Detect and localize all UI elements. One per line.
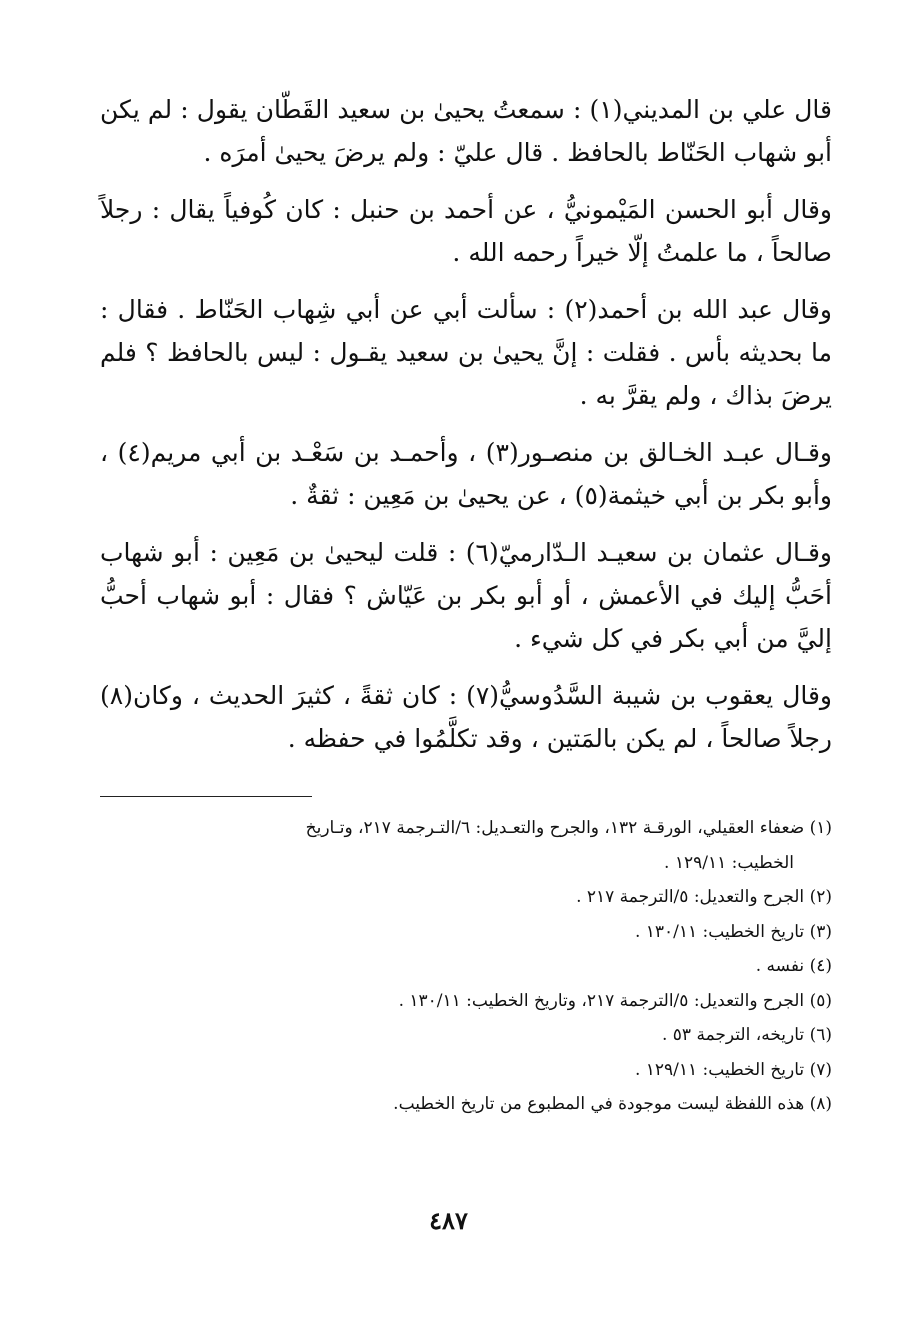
footnote-continuation: الخطيب: ١٢٩/١١ . [664,852,794,873]
footnote-text: تاريخ الخطيب: ١٢٩/١١ . [634,1059,805,1080]
footnote [100,984,832,1019]
page-body [100,88,832,1122]
footnote-text: هذه اللفظة ليست موجودة في المطبوع من تاريخ الخطيب. [393,1094,805,1114]
paragraph: وقـال عبـد الخـالق بن منصـور(٣) ، وأحمـد بن سَعْـد بن أبي مريم(٤) ، وأبو بكر بن أبي خيثمة(٥) ، عن يحيىٰ بن مَعِين : ثقةٌ . [100,438,832,510]
footnote-text: تاريخ الخطيب: ١٣٠/١١ . [634,921,805,942]
paragraph: وقال عبد الله بن أحمد(٢) : سألت أبي عن أبي شِهاب الحَنّاط . فقال : ما بحديثه بأس . فقلت : إنَّ يحيىٰ بن سعيد يقـول : ليس بالحافظ ؟ فلم يرضَ بذاك ، ولم يقرَّ به . [100,295,832,410]
footnote-number: (٧) [809,1059,832,1080]
footnote-text: الجرح والتعديل: ٥/الترجمة ٢١٧ . [576,887,805,907]
paragraph: قال علي بن المديني(١) : سمعتُ يحيىٰ بن سعيد القَطّان يقول : لم يكن أبو شهاب الحَنّاط بالحافظ . قال عليّ : ولم يرضَ يحيىٰ أمرَه . [100,95,832,167]
footnote-number: (٢) [809,887,832,907]
footnote [100,1053,832,1088]
footnote [100,880,832,915]
footnote-text: الجرح والتعديل: ٥/الترجمة ٢١٧، وتاريخ الخطيب: ١٣٠/١١ . [398,990,805,1011]
footnote [100,1087,832,1122]
footnote [100,949,832,984]
footnote-number: (٨) [809,1094,832,1114]
paragraph: وقال أبو الحسن المَيْمونيُّ ، عن أحمد بن حنبل : كان كُوفياً يقال : رجلاً صالحاً ، ما علمتُ إلّا خيراً رحمه الله . [100,195,832,267]
footnote-number: (٣) [809,921,832,942]
page-number: ٤٨٧ [429,1206,468,1235]
footnote-divider [100,796,312,797]
footnotes [100,811,832,1122]
paragraph: وقـال عثمان بن سعيـد الـدّارميّ(٦) : قلت ليحيىٰ بن مَعِين : أبو شهاب أحَبُّ إليك في الأعمش ، أو أبو بكر بن عَيّاش ؟ فقال : أبو شهاب أحبُّ إليَّ من أبي بكر في كل شيء . [100,538,832,653]
footnote [100,915,832,950]
footnote-text: نفسه . [755,956,805,976]
paragraph: وقال يعقوب بن شيبة السَّدُوسيُّ(٧) : كان ثقةً ، كثيرَ الحديث ، وكان(٨) رجلاً صالحاً ، لم يكن بالمَتين ، وقد تكلَّمُوا في حفظه . [100,681,833,753]
footnote-text: تاريخه، الترجمة ٥٣ . [661,1025,805,1045]
footnote-number: (٥) [809,990,832,1011]
footnote-text: ضعفاء العقيلي، الورقـة ١٣٢، والجرح والتعـديل: ٦/التـرجمة ٢١٧، وتـاريخ [305,818,805,838]
footnote [100,1018,832,1053]
footnote-number: (٤) [809,956,832,976]
footnote-number: (١) [809,818,832,838]
footnote [100,811,832,846]
footnote-number: (٦) [809,1025,832,1045]
footnote-divider-wrap [100,774,832,811]
